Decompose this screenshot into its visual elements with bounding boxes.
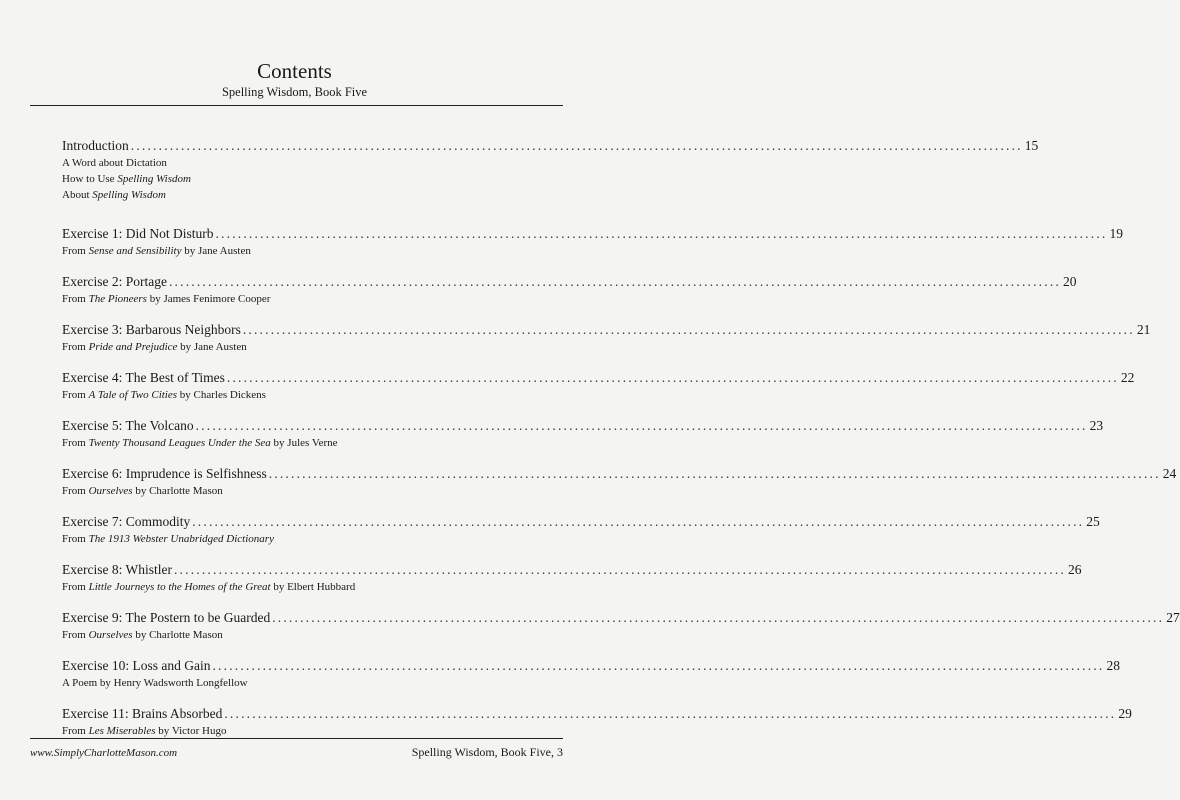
- source-text: From: [62, 581, 89, 593]
- source-text: by Victor Hugo: [155, 725, 227, 737]
- toc-entry-source: [62, 387, 528, 403]
- toc-entry-row: [62, 609, 1180, 627]
- toc-entry-source: [62, 339, 528, 355]
- toc-entry-source: [62, 155, 528, 171]
- source-text: From: [62, 485, 89, 497]
- source-text: From: [62, 293, 89, 305]
- source-text: by Jules Verne: [270, 437, 338, 449]
- toc-entry-source: [62, 483, 528, 499]
- source-text: by Charlotte Mason: [132, 485, 223, 497]
- toc-entry-source: [62, 531, 528, 547]
- toc-entry: [62, 273, 1077, 307]
- source-work-title: Ourselves: [88, 485, 133, 497]
- table-of-contents: [62, 137, 1180, 739]
- source-work-title: The 1913 Webster Unabridged Dictionary: [88, 533, 274, 545]
- source-work-title: Twenty Thousand Leagues Under the Sea: [88, 437, 271, 449]
- toc-entry-title: Exercise 9: The Postern to be Guarded: [62, 610, 271, 625]
- toc-entry-page: 29: [1118, 706, 1132, 721]
- toc-leader-dots: ................................................................................................................................................................: [226, 370, 1119, 385]
- toc-leader-dots: ................................................................................................................................................................: [192, 514, 1085, 529]
- source-text: A Word about Dictation: [62, 157, 167, 169]
- toc-entry-page: 22: [1120, 370, 1135, 385]
- source-text: From: [62, 341, 89, 353]
- toc-entry-row: [62, 137, 1039, 155]
- toc-entry-source: [62, 435, 528, 451]
- toc-leader-dots: ................................................................................................................................................................: [242, 322, 1135, 337]
- source-work-title: Little Journeys to the Homes of the Great: [88, 581, 271, 593]
- source-work-title: Pride and Prejudice: [88, 341, 178, 353]
- source-text: From: [62, 533, 89, 545]
- toc-entry-title: Exercise 2: Portage: [62, 274, 167, 289]
- toc-entry: [62, 609, 1180, 643]
- toc-leader-dots: ................................................................................................................................................................: [272, 610, 1165, 625]
- toc-entry-row: [62, 225, 1123, 243]
- source-work-title: Spelling Wisdom: [117, 173, 191, 185]
- toc-entry: [62, 137, 1039, 203]
- source-text: A Poem by Henry Wadsworth Longfellow: [62, 677, 248, 689]
- toc-entry-page: 26: [1067, 562, 1082, 577]
- toc-leader-dots: ................................................................................................................................................................: [195, 418, 1088, 433]
- toc-entry: [62, 657, 1120, 691]
- source-text: About: [62, 189, 93, 201]
- source-text: by Charlotte Mason: [132, 629, 223, 641]
- toc-entry-page: 15: [1024, 138, 1039, 153]
- toc-entry-title: Exercise 6: Imprudence is Selfishness: [62, 466, 267, 481]
- page-title: Contents: [257, 59, 332, 83]
- toc-entry: [62, 561, 1082, 595]
- source-work-title: Spelling Wisdom: [92, 189, 166, 201]
- toc-entry-row: [62, 705, 1132, 723]
- toc-entry: [62, 369, 1135, 403]
- toc-entry: [62, 321, 1151, 355]
- toc-entry-source: [62, 579, 528, 595]
- toc-entry-source: [62, 187, 528, 203]
- page-subtitle: Spelling Wisdom, Book Five: [221, 85, 368, 99]
- toc-entry: [62, 705, 1132, 739]
- footer-rule: [30, 738, 563, 739]
- toc-entry-title: Exercise 1: Did Not Disturb: [62, 226, 214, 241]
- toc-entry-page: 23: [1089, 418, 1104, 433]
- toc-entry-row: [62, 321, 1151, 339]
- toc-entry: [62, 513, 1100, 547]
- source-text: From: [62, 725, 89, 737]
- toc-entry-row: [62, 369, 1135, 387]
- toc-leader-dots: ................................................................................................................................................................: [212, 658, 1105, 673]
- toc-entry-title: Exercise 3: Barbarous Neighbors: [62, 322, 241, 337]
- toc-entry-row: [62, 417, 1104, 435]
- toc-entry-source: [62, 171, 528, 187]
- source-text: by Elbert Hubbard: [270, 581, 356, 593]
- source-text: How to Use: [62, 173, 118, 185]
- toc-entry-title: Exercise 5: The Volcano: [62, 418, 194, 433]
- toc-entry-title: Exercise 11: Brains Absorbed: [62, 706, 223, 721]
- toc-entry-page: 27: [1166, 610, 1180, 625]
- toc-entry-title: Introduction: [62, 138, 129, 153]
- source-work-title: A Tale of Two Cities: [88, 389, 178, 401]
- source-text: From: [62, 245, 89, 257]
- toc-entry: [62, 417, 1104, 451]
- source-work-title: Les Miserables: [88, 725, 156, 737]
- source-text: by Jane Austen: [177, 341, 247, 353]
- source-text: From: [62, 389, 89, 401]
- source-text: by Jane Austen: [181, 245, 251, 257]
- toc-entry-title: Exercise 7: Commodity: [62, 514, 191, 529]
- source-work-title: The Pioneers: [88, 293, 147, 305]
- toc-entry-page: 25: [1086, 514, 1100, 529]
- source-text: by James Fenimore Cooper: [146, 293, 271, 305]
- toc-entry-title: Exercise 4: The Best of Times: [62, 370, 225, 385]
- toc-leader-dots: ................................................................................................................................................................: [130, 138, 1023, 153]
- toc-entry-source: [62, 627, 528, 643]
- toc-leader-dots: ................................................................................................................................................................: [215, 226, 1108, 241]
- toc-entry-source: [62, 723, 528, 739]
- footer-page-label: Spelling Wisdom, Book Five, 3: [411, 745, 563, 759]
- source-work-title: Sense and Sensibility: [88, 245, 182, 257]
- footer-website: www.SimplyCharlotteMason.com: [30, 747, 178, 759]
- toc-leader-dots: ................................................................................................................................................................: [268, 466, 1161, 481]
- toc-entry: [62, 225, 1123, 259]
- toc-entry-source: [62, 243, 528, 259]
- toc-entry-source: [62, 291, 528, 307]
- toc-entry-title: Exercise 10: Loss and Gain: [62, 658, 211, 673]
- toc-entry-row: [62, 513, 1100, 531]
- toc-leader-dots: ................................................................................................................................................................: [224, 706, 1117, 721]
- toc-entry-page: 19: [1109, 226, 1123, 241]
- toc-leader-dots: ................................................................................................................................................................: [173, 562, 1066, 577]
- toc-entry-page: 28: [1106, 658, 1120, 673]
- source-text: by Charles Dickens: [177, 389, 266, 401]
- toc-entry-row: [62, 465, 1177, 483]
- toc-leader-dots: ................................................................................................................................................................: [168, 274, 1061, 289]
- toc-entry-page: 20: [1062, 274, 1077, 289]
- source-text: From: [62, 629, 89, 641]
- toc-entry-source: [62, 675, 528, 691]
- source-work-title: Ourselves: [88, 629, 133, 641]
- source-text: From: [62, 437, 89, 449]
- toc-entry-row: [62, 273, 1077, 291]
- toc-entry-title: Exercise 8: Whistler: [62, 562, 172, 577]
- toc-entry-row: [62, 561, 1082, 579]
- toc-entry-page: 21: [1136, 322, 1151, 337]
- toc-entry-row: [62, 657, 1120, 675]
- toc-entry: [62, 465, 1177, 499]
- header-rule: [30, 105, 563, 106]
- toc-entry-page: 24: [1162, 466, 1177, 481]
